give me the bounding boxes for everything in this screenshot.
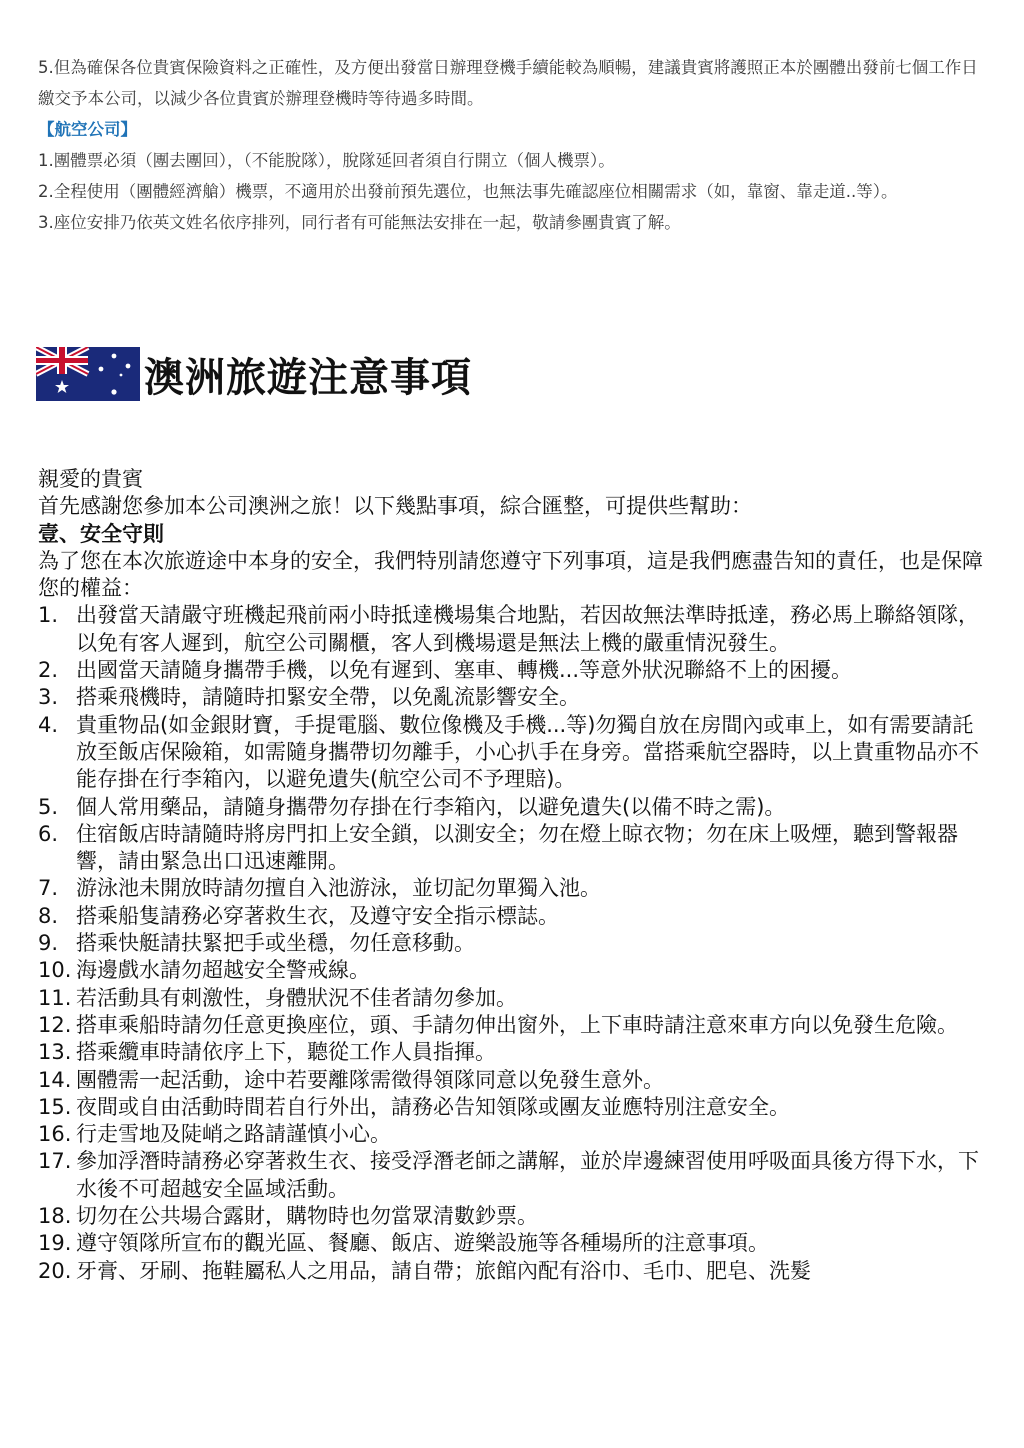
list-item	[38, 1121, 988, 1148]
passport-note: 5.但為確保各位貴賓保險資料之正確性，及方便出發當日辦理登機手續能較為順暢，建議貴賓將護照正本於團體出發前七個工作日繳交予本公司，以減少各位貴賓於辦理登機時等待過多時間。	[38, 58, 978, 108]
list-item	[38, 684, 988, 711]
item-text: 參加浮潛時請務必穿著救生衣、接受浮潛老師之講解，並於岸邊練習使用呼吸面具後方得下水，下水後不可超越安全區域活動。	[76, 1149, 979, 1201]
list-item	[38, 1148, 988, 1203]
item-text: 搭乘快艇請扶緊把手或坐穩，勿任意移動。	[76, 931, 475, 956]
item-text: 個人常用藥品，請隨身攜帶勿存掛在行李箱內，以避免遺失(以備不時之需)。	[76, 794, 786, 819]
item-text: 搭車乘船時請勿任意更換座位，頭、手請勿伸出窗外，上下車時請注意來車方向以免發生危險。	[76, 1012, 958, 1037]
airline-rule: 1.團體票必須（團去團回），（不能脫隊），脫隊延回者須自行開立（個人機票）。	[38, 151, 615, 170]
item-text: 搭乘船隻請務必穿著救生衣，及遵守安全指示標誌。	[76, 903, 559, 928]
list-item	[38, 985, 988, 1012]
item-text: 遵守領隊所宣布的觀光區、餐廳、飯店、遊樂設施等各種場所的注意事項。	[76, 1231, 769, 1256]
item-number: 12.	[38, 1012, 72, 1037]
australia-flag-icon	[36, 347, 140, 401]
item-number: 7.	[38, 876, 59, 901]
item-number: 10.	[38, 958, 72, 983]
safety-rules-list	[38, 602, 988, 1284]
item-number: 6.	[38, 821, 59, 846]
item-number: 3.	[38, 685, 59, 710]
list-item	[38, 657, 988, 684]
item-number: 1.	[38, 603, 59, 628]
item-number: 17.	[38, 1149, 72, 1174]
item-text: 若活動具有刺激性，身體狀況不佳者請勿參加。	[76, 985, 517, 1010]
item-number: 16.	[38, 1122, 72, 1147]
item-text: 住宿飯店時請隨時將房門扣上安全鎖，以測安全；勿在燈上晾衣物；勿在床上吸煙，聽到警報器響，請由緊急出口迅速離開。	[76, 821, 958, 874]
item-number: 15.	[38, 1094, 72, 1119]
travel-notes-upper	[38, 52, 988, 238]
item-number: 18.	[38, 1204, 72, 1229]
list-item	[38, 1203, 988, 1230]
list-item	[38, 957, 988, 984]
safety-heading: 壹、安全守則	[38, 521, 164, 546]
safety-intro: 為了您在本次旅遊途中本身的安全，我們特別請您遵守下列事項，這是我們應盡告知的責任，也是保障您的權益：	[38, 548, 983, 601]
item-number: 19.	[38, 1231, 72, 1256]
item-number: 4.	[38, 712, 59, 737]
item-text: 出發當天請嚴守班機起飛前兩小時抵達機場集合地點，若因故無法準時抵達，務必馬上聯絡領隊，以免有客人遲到，航空公司關櫃，客人到機場還是無法上機的嚴重情況發生。	[76, 603, 979, 655]
item-number: 8.	[38, 903, 59, 928]
item-text: 游泳池未開放時請勿擅自入池游泳，並切記勿單獨入池。	[76, 876, 601, 901]
list-item	[38, 875, 988, 902]
list-item	[38, 712, 988, 794]
list-item	[38, 1012, 988, 1039]
item-number: 20.	[38, 1258, 72, 1283]
item-text: 團體需一起活動，途中若要離隊需徵得領隊同意以免發生意外。	[76, 1067, 664, 1092]
item-text: 海邊戲水請勿超越安全警戒線。	[76, 958, 370, 983]
list-item	[38, 930, 988, 957]
list-item	[38, 1094, 988, 1121]
item-text: 牙膏、牙刷、拖鞋屬私人之用品，請自帶；旅館內配有浴巾、毛巾、肥皂、洗髮	[76, 1258, 811, 1283]
item-text: 切勿在公共場合露財，購物時也勿當眾清數鈔票。	[76, 1204, 538, 1229]
item-number: 11.	[38, 985, 72, 1010]
item-number: 13.	[38, 1040, 72, 1065]
greeting: 親愛的貴賓	[38, 467, 143, 491]
item-text: 搭乘飛機時，請隨時扣緊安全帶，以免亂流影響安全。	[76, 685, 580, 710]
airline-heading: 【航空公司】	[38, 120, 137, 139]
list-item	[38, 794, 988, 821]
airline-rule: 2.全程使用（團體經濟艙）機票，不適用於出發前預先選位，也無法事先確認座位相關需求（如，靠窗、靠走道..等）。	[38, 182, 898, 201]
list-item	[38, 1230, 988, 1257]
list-item	[38, 1067, 988, 1094]
item-text: 行走雪地及陡峭之路請謹慎小心。	[76, 1122, 391, 1147]
airline-rule: 3.座位安排乃依英文姓名依序排列，同行者有可能無法安排在一起，敬請參團貴賓了解。	[38, 213, 681, 232]
list-item	[38, 903, 988, 930]
page-title: 澳洲旅遊注意事項	[144, 354, 472, 401]
intro-text: 首先感謝您參加本公司澳洲之旅！以下幾點事項，綜合匯整，可提供些幫助：	[38, 494, 752, 519]
list-item	[38, 1258, 988, 1285]
item-number: 2.	[38, 658, 59, 683]
list-item	[38, 602, 988, 657]
travel-notes-body	[38, 466, 988, 1285]
item-text: 出國當天請隨身攜帶手機，以免有遲到、塞車、轉機...等意外狀況聯絡不上的困擾。	[76, 658, 853, 683]
item-number: 14.	[38, 1067, 72, 1092]
list-item	[38, 1039, 988, 1066]
item-number: 9.	[38, 931, 59, 956]
list-item	[38, 821, 988, 876]
item-text: 夜間或自由活動時間若自行外出，請務必告知領隊或團友並應特別注意安全。	[76, 1094, 790, 1119]
item-number: 5.	[38, 794, 59, 819]
item-text: 貴重物品(如金銀財寶，手提電腦、數位像機及手機...等)勿獨自放在房間內或車上，如有需要請託放至飯店保險箱，如需隨身攜帶切勿離手，小心扒手在身旁。當搭乘航空器時，以上貴重物品亦不能存掛在行李箱內，以避免遺失(航空公司不予理賠)。	[76, 712, 979, 792]
item-text: 搭乘纜車時請依序上下，聽從工作人員指揮。	[76, 1040, 496, 1065]
section-title-row	[36, 340, 472, 408]
